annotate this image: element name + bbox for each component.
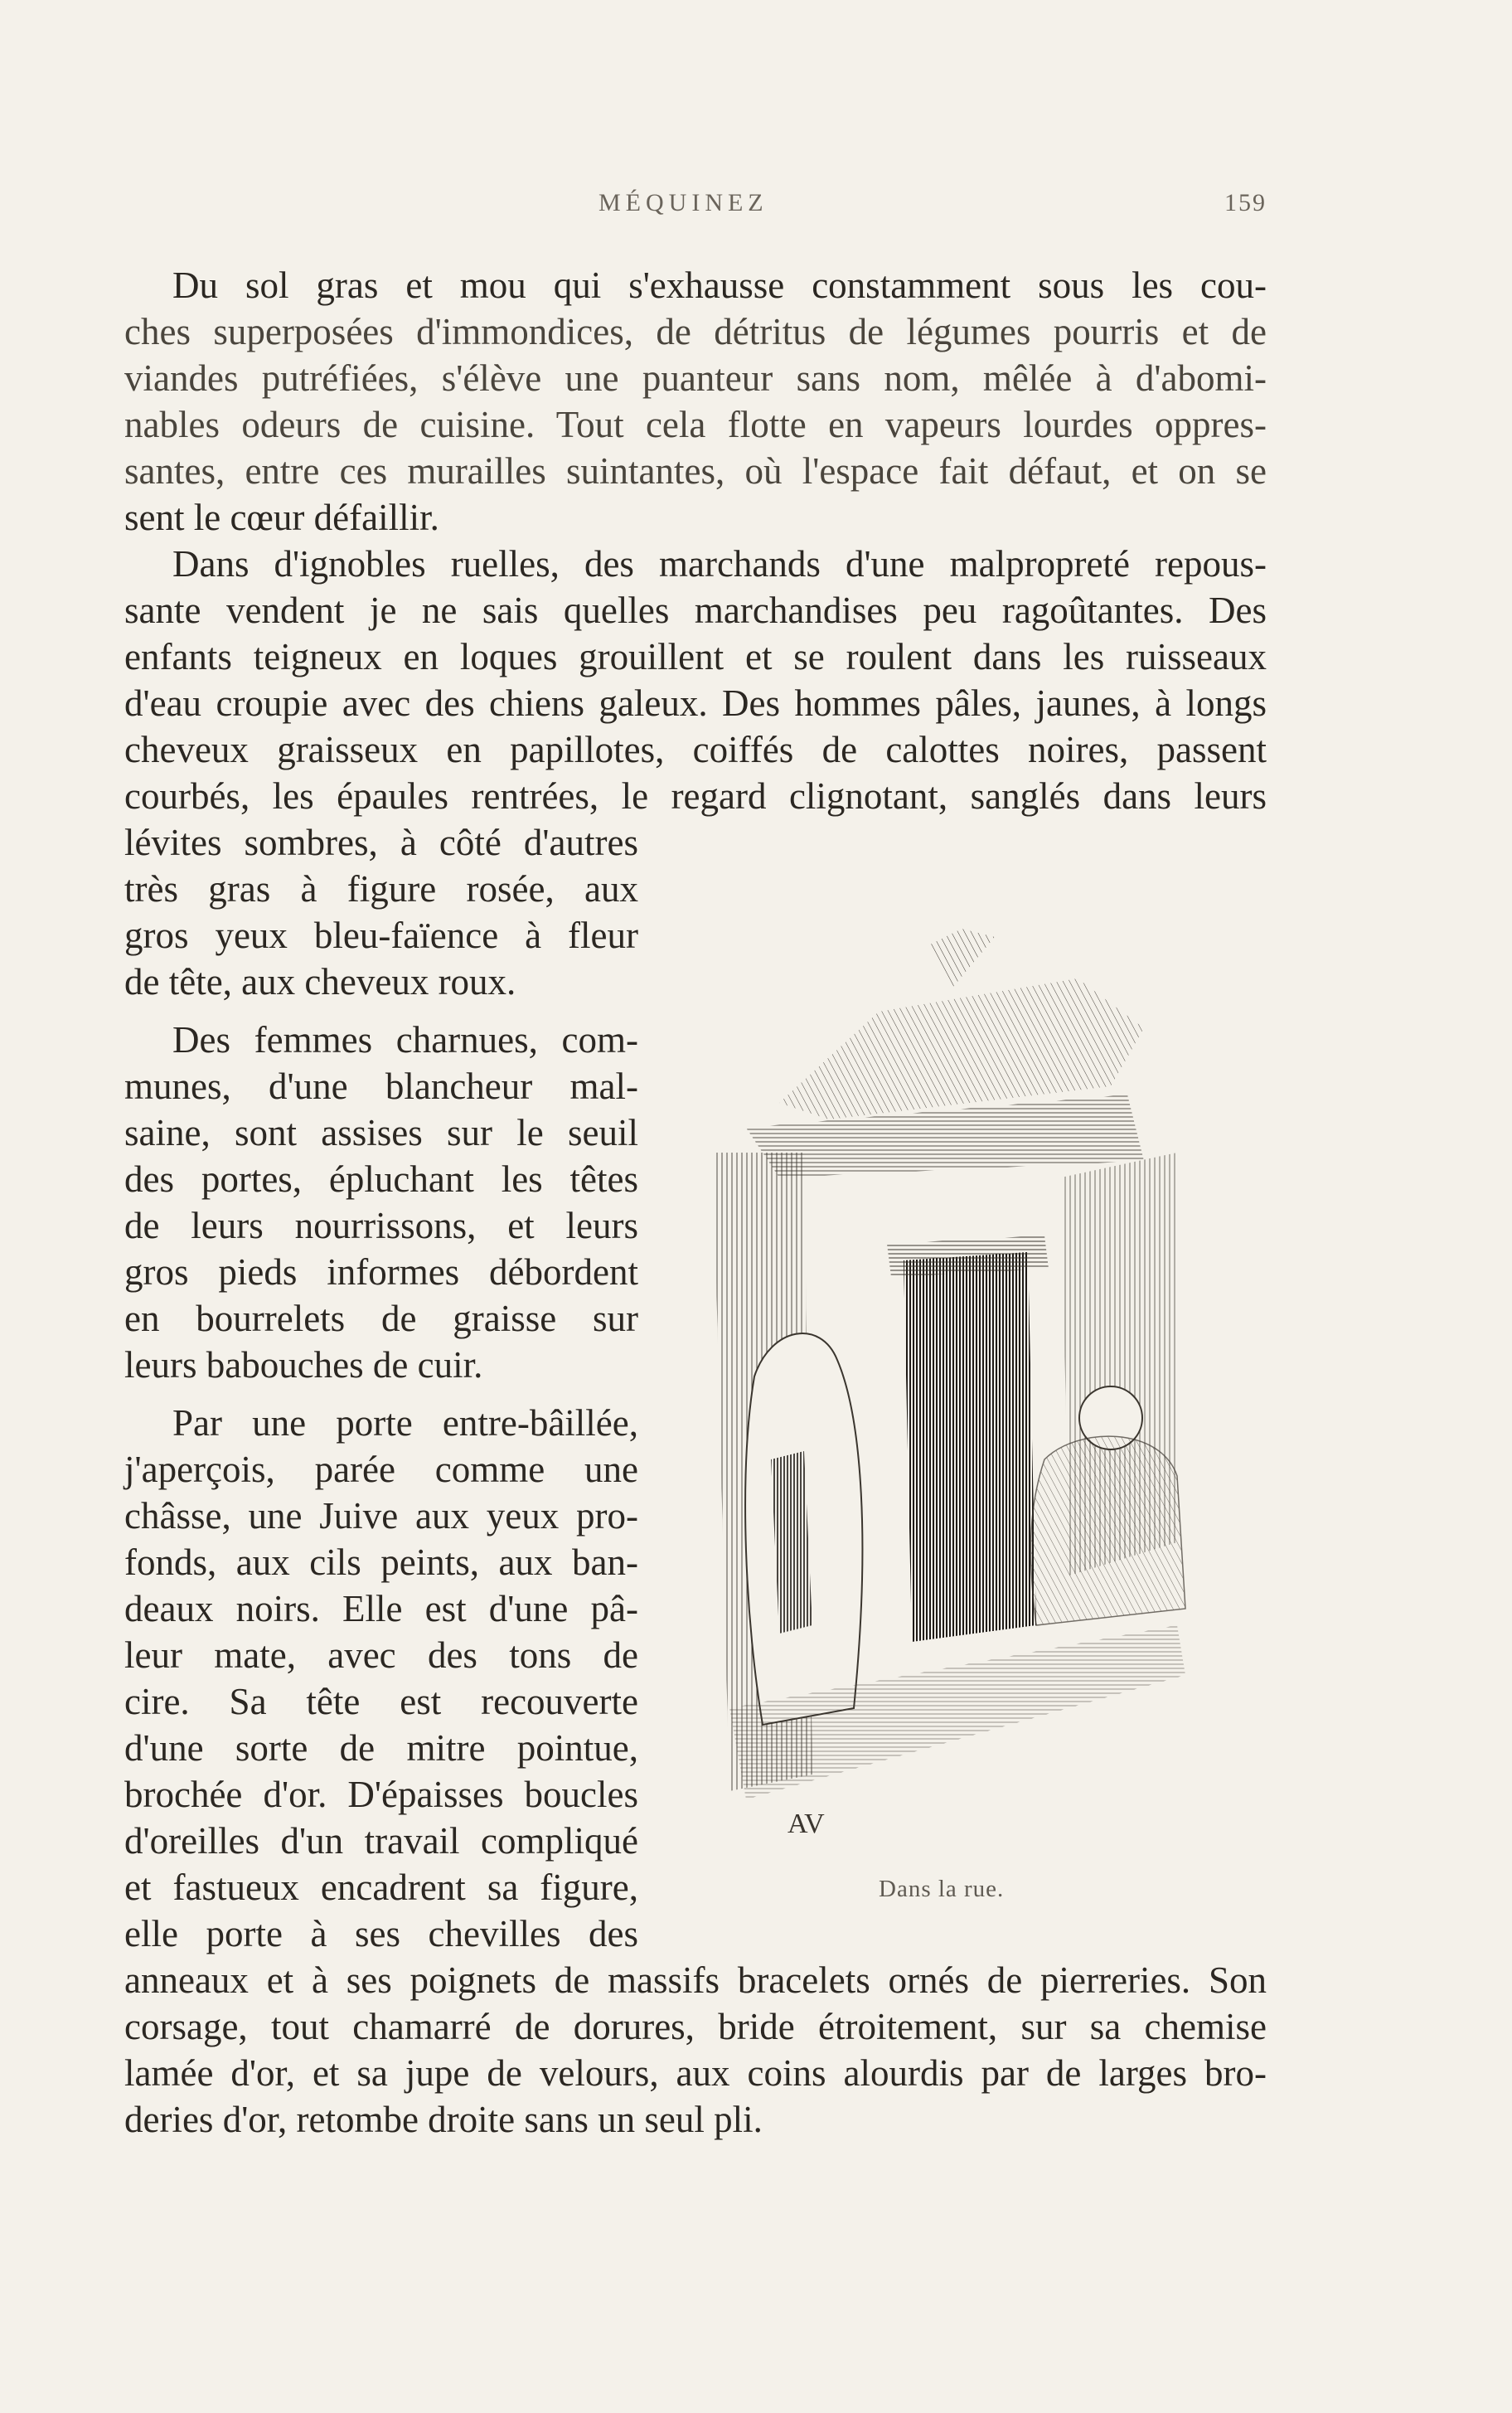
text-line: leurs babouches de cuir. [124,1344,483,1386]
text-line: sent le cœur défaillir. [124,497,439,538]
text-line: santes, entre ces murailles suintantes, où l'espace fait défaut, et on se [124,450,1267,492]
text-line: Dans d'ignobles ruelles, des marchands d'une malpropreté repous- [172,543,1267,585]
text-line: d'une sorte de mitre pointue, [124,1727,638,1769]
page-number: 159 [1224,189,1267,216]
text-line: de leurs nourrissons, et leurs [124,1205,638,1246]
text-line: lamée d'or, et sa jupe de velours, aux coins alourdis par de larges bro- [124,2052,1267,2094]
text-line: très gras à figure rosée, aux [124,868,638,910]
text-line: châsse, une Juive aux yeux pro- [124,1495,638,1537]
text-line: gros pieds informes débordent [124,1251,638,1293]
text-line: deaux noirs. Elle est d'une pâ- [124,1588,638,1629]
text-line: courbés, les épaules rentrées, le regard clignotant, sanglés dans leurs [124,775,1267,817]
text-line: anneaux et à ses poignets de massifs bracelets ornés de pierreries. Son [124,1959,1267,2001]
text-line: saine, sont assises sur le seuil [124,1112,638,1153]
text-line: fonds, aux cils peints, aux ban- [124,1542,638,1583]
text-line: et fastueux encadrent sa figure, [124,1867,638,1908]
text-line: deries d'or, retombe droite sans un seul pli. [124,2099,763,2140]
text-line: des portes, épluchant les têtes [124,1158,638,1200]
text-line: nables odeurs de cuisine. Tout cela flotte en vapeurs lourdes oppres- [124,404,1267,445]
text-line: cheveux graisseux en papillotes, coiffés de calottes noires, passent [124,729,1267,770]
text-line: leur mate, avec des tons de [124,1634,638,1676]
text-line: ches superposées d'immondices, de détritus de légumes pourris et de [124,311,1267,352]
artist-signature: AV [788,1809,825,1839]
text-line: Par une porte entre-bâillée, [172,1402,638,1444]
page-header [124,189,1267,222]
text-line: cire. Sa tête est recouverte [124,1681,638,1722]
text-line: j'aperçois, parée comme une [124,1449,638,1490]
text-line: de tête, aux cheveux roux. [124,961,516,1003]
text-line: d'eau croupie avec des chiens galeux. Des hommes pâles, jaunes, à longs [124,682,1267,724]
street-scene-illustration [680,879,1210,1857]
text-line: Du sol gras et mou qui s'exhausse constamment sous les cou- [172,265,1267,306]
roof-shading [928,929,995,987]
text-line: gros yeux bleu-faïence à fleur [124,915,638,956]
text-line: elle porte à ses chevilles des [124,1913,638,1954]
doorway [904,1252,1036,1642]
illustration-caption: Dans la rue. [879,1876,1005,1902]
text-line: brochée d'or. D'épaisses boucles [124,1774,638,1815]
text-line: munes, d'une blancheur mal- [124,1066,638,1107]
text-line: d'oreilles d'un travail compliqué [124,1820,638,1862]
text-line: sante vendent je ne sais quelles marchandises peu ragoûtantes. Des [124,590,1267,631]
running-head: MÉQUINEZ [598,189,768,216]
text-line: lévites sombres, à côté d'autres [124,822,638,863]
text-line: enfants teigneux en loques grouillent et se roulent dans les ruisseaux [124,636,1267,677]
seated-figure [1030,1436,1185,1625]
text-line: en bourrelets de graisse sur [124,1298,638,1339]
text-line: corsage, tout chamarré de dorures, bride étroitement, sur sa chemise [124,2006,1267,2047]
text-line: viandes putréfiées, s'élève une puanteur sans nom, mêlée à d'abomi- [124,357,1267,399]
text-line: Des femmes charnues, com- [172,1019,638,1061]
